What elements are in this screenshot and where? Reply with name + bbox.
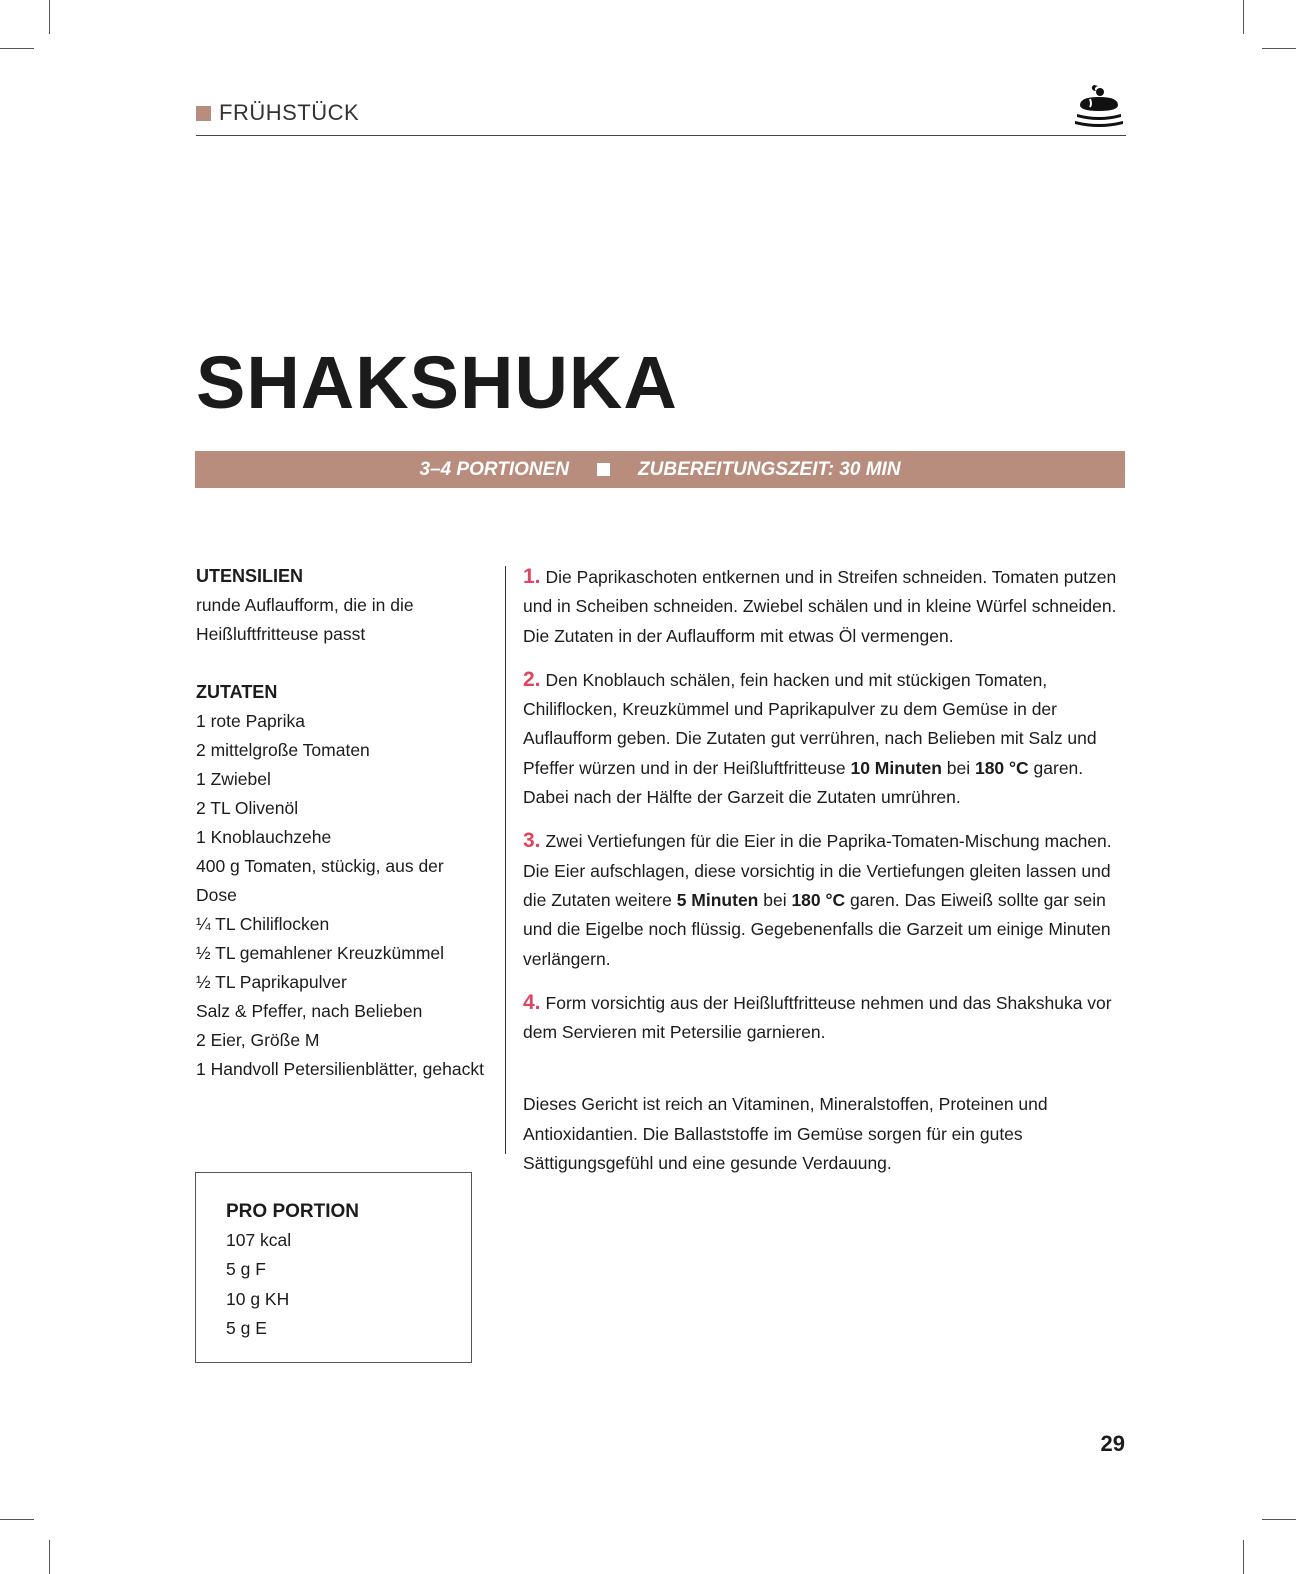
instruction-step [523, 665, 1127, 812]
step-text: Zwei Vertiefungen für die Eier in die Paprika-Tomaten-Mischung machen. Die Eier aufschlagen, diese vorsichtig in die Vertiefungen gleiten lassen und die Zutaten weitere [523, 831, 1112, 910]
instruction-step [523, 826, 1127, 973]
crop-mark [0, 48, 34, 49]
instruction-step [523, 562, 1127, 651]
left-column [196, 562, 486, 1084]
ingredient-item: Salz & Pfeffer, nach Belieben [196, 1001, 423, 1021]
recipe-info-band [195, 451, 1125, 488]
step-text: bei [758, 889, 792, 910]
nutrition-item: 5 g F [226, 1259, 266, 1280]
recipe-note: Dieses Gericht ist reich an Vitaminen, Mineralstoffen, Proteinen und Antioxidantien. Die Ballaststoffe im Gemüse sorgen für ein gutes Sättigungsgefühl und eine gesunde Verdauung. [523, 1094, 1048, 1174]
recipe-title: SHAKSHUKA [196, 341, 678, 424]
step-text: Den Knoblauch schälen, fein hacken und mit stückigen Tomaten, Chiliflocken, Kreuzkümmel und Paprikapulver zu dem Gemüse in der Auflaufform geben. Die Zutaten gut verrühren, nach Belieben mit Salz und Pfeffer würzen und in der Heißluftfritteuse [523, 669, 1097, 778]
step-temperature: 180 °C [791, 889, 846, 910]
section-marker [196, 106, 211, 121]
step-temperature: 180 °C [974, 757, 1029, 778]
crop-mark [1243, 1540, 1244, 1574]
crop-mark [49, 1540, 50, 1574]
ingredients-heading: ZUTATEN [196, 682, 278, 702]
crop-mark [1243, 0, 1244, 34]
step-text: Form vorsichtig aus der Heißluftfritteuse nehmen und das Shakshuka vor dem Servieren mit Petersilie garnieren. [523, 992, 1112, 1043]
ingredient-item: 2 Eier, Größe M [196, 1030, 320, 1050]
ingredient-item: ½ TL Paprikapulver [196, 972, 347, 992]
step-text: garen. Das Eiweiß sollte gar sein und die Eigelbe noch flüssig. Gegebenenfalls die Garzeit um einige Minuten verlängern. [523, 889, 1111, 969]
instructions-column [523, 562, 1127, 1196]
crop-mark [1262, 1519, 1296, 1520]
nutrition-item: 5 g E [226, 1317, 267, 1338]
column-divider [505, 566, 506, 1154]
prep-time: ZUBEREITUNGSZEIT: 30 MIN [638, 458, 901, 480]
nutrition-box [195, 1172, 472, 1363]
page-number: 29 [1100, 1431, 1125, 1456]
nutrition-item: 10 g KH [226, 1288, 290, 1309]
crop-mark [1262, 48, 1296, 49]
step-number: 4. [523, 990, 541, 1014]
utensils-heading: UTENSILIEN [196, 566, 304, 586]
step-text: garen. Dabei nach der Hälfte der Garzeit die Zutaten umrühren. [523, 757, 1084, 808]
step-number: 3. [523, 829, 541, 853]
ingredient-item: 2 TL Olivenöl [196, 798, 299, 818]
step-number: 1. [523, 565, 541, 588]
ingredient-item: 1 Knoblauchzehe [196, 827, 332, 847]
utensils-text: runde Auflaufform, die in die Heißluftfritteuse passt [196, 595, 414, 644]
band-separator [597, 463, 610, 476]
ingredient-item: 2 mittelgroße Tomaten [196, 740, 370, 760]
crop-mark [0, 1519, 34, 1520]
step-time: 10 Minuten [850, 757, 942, 778]
step-number: 2. [523, 667, 541, 691]
nutrition-item: 107 kcal [226, 1230, 292, 1250]
ingredient-item: 1 rote Paprika [196, 711, 305, 731]
ingredient-item: 1 Zwiebel [196, 769, 271, 789]
step-time: 5 Minuten [676, 889, 759, 910]
servings: 3–4 PORTIONEN [419, 458, 570, 480]
ingredients-list [196, 707, 486, 1084]
ingredient-item: ½ TL gemahlener Kreuzkümmel [196, 943, 445, 963]
pancake-stack-icon [1072, 83, 1126, 131]
ingredient-item: 1 Handvoll Petersilienblätter, gehackt [196, 1059, 484, 1079]
ingredient-item: ¼ TL Chiliflocken [196, 914, 330, 934]
step-text: Die Paprikaschoten entkernen und in Streifen schneiden. Tomaten putzen und in Scheiben schneiden. Zwiebel schälen und in kleine Würfel schneiden. Die Zutaten in der Auflaufform mit etwas Öl vermengen. [523, 567, 1117, 646]
instruction-step [523, 988, 1127, 1048]
nutrition-heading: PRO PORTION [226, 1201, 360, 1222]
ingredient-item: 400 g Tomaten, stückig, aus der Dose [196, 856, 444, 905]
section-header [196, 98, 1126, 136]
section-label: FRÜHSTÜCK [219, 100, 360, 125]
crop-mark [49, 0, 50, 34]
step-text: bei [941, 757, 975, 778]
